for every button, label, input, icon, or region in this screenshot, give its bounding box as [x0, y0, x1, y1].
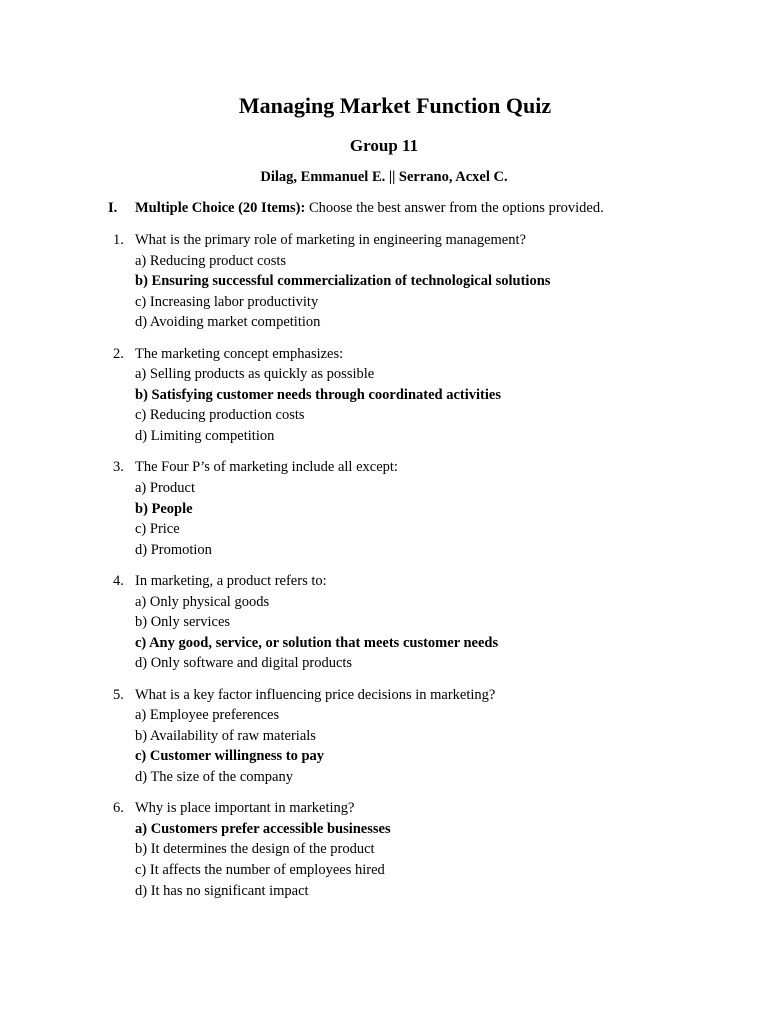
question-number: 1.	[113, 232, 124, 248]
question-body	[135, 685, 728, 788]
question-text: The marketing concept emphasizes:	[135, 345, 344, 362]
group-label: Group 11	[349, 136, 419, 155]
question-item	[108, 798, 728, 901]
answer-option-correct: b) Satisfying customer needs through coordinated activities	[135, 386, 501, 403]
question-text: What is the primary role of marketing in engineering management?	[135, 232, 526, 248]
answer-option: d) The size of the company	[135, 769, 293, 785]
answer-option: c) Reducing production costs	[135, 407, 305, 424]
question-item	[108, 457, 728, 560]
question-text: Why is place important in marketing?	[135, 800, 355, 817]
question-number: 4.	[113, 572, 124, 589]
answer-option: a) Product	[135, 479, 195, 496]
answer-option: a) Selling products as quickly as possible	[135, 366, 375, 383]
question-item	[108, 685, 728, 788]
answer-option: b) Only services	[135, 614, 231, 631]
question-body	[135, 230, 728, 333]
question-item	[108, 344, 728, 447]
question-item	[108, 571, 728, 674]
question-text: What is a key factor influencing price decisions in marketing?	[135, 686, 496, 703]
answer-option-correct: b) People	[135, 500, 193, 517]
answer-option: b) Availability of raw materials	[135, 727, 316, 744]
answer-option: a) Reducing product costs	[135, 252, 287, 269]
question-text: The Four P’s of marketing include all except:	[135, 459, 398, 476]
answer-option: a) Employee preferences	[135, 707, 280, 724]
section-numeral: I.	[108, 200, 118, 216]
answer-option-correct: a) Customers prefer accessible businesses	[135, 820, 391, 837]
question-number: 3.	[113, 459, 124, 476]
answer-option: d) Avoiding market competition	[135, 314, 321, 331]
question-number: 5.	[113, 686, 124, 703]
answer-option-correct: b) Ensuring successful commercialization of technological solutions	[135, 273, 551, 290]
answer-option: d) Only software and digital products	[135, 655, 353, 672]
answer-option: d) Limiting competition	[135, 428, 275, 445]
document-title: Managing Market Function Quiz	[238, 93, 552, 118]
question-number: 6.	[113, 800, 124, 817]
question-body	[135, 798, 728, 901]
section-instructions: Choose the best answer from the options provided.	[305, 200, 604, 216]
answer-option-correct: c) Customer willingness to pay	[135, 748, 325, 765]
question-body	[135, 457, 728, 560]
answer-option: b) It determines the design of the product	[135, 841, 375, 858]
question-body	[135, 344, 728, 447]
answer-option: c) It affects the number of employees hired	[135, 862, 385, 879]
question-item	[108, 230, 728, 333]
question-list	[108, 230, 728, 912]
answer-option: c) Price	[135, 521, 180, 538]
section-heading	[108, 200, 728, 217]
question-body	[135, 571, 728, 674]
answer-option: a) Only physical goods	[135, 593, 270, 610]
question-number: 2.	[113, 345, 124, 362]
section-title: Multiple Choice (20 Items):	[135, 200, 306, 216]
answer-option: c) Increasing labor productivity	[135, 293, 319, 310]
answer-option-correct: c) Any good, service, or solution that meets customer needs	[135, 634, 499, 651]
answer-option: d) It has no significant impact	[135, 882, 309, 899]
authors-line: Dilag, Emmanuel E. || Serrano, Acxel C.	[260, 169, 508, 185]
answer-option: d) Promotion	[135, 541, 212, 558]
question-text: In marketing, a product refers to:	[135, 572, 327, 589]
